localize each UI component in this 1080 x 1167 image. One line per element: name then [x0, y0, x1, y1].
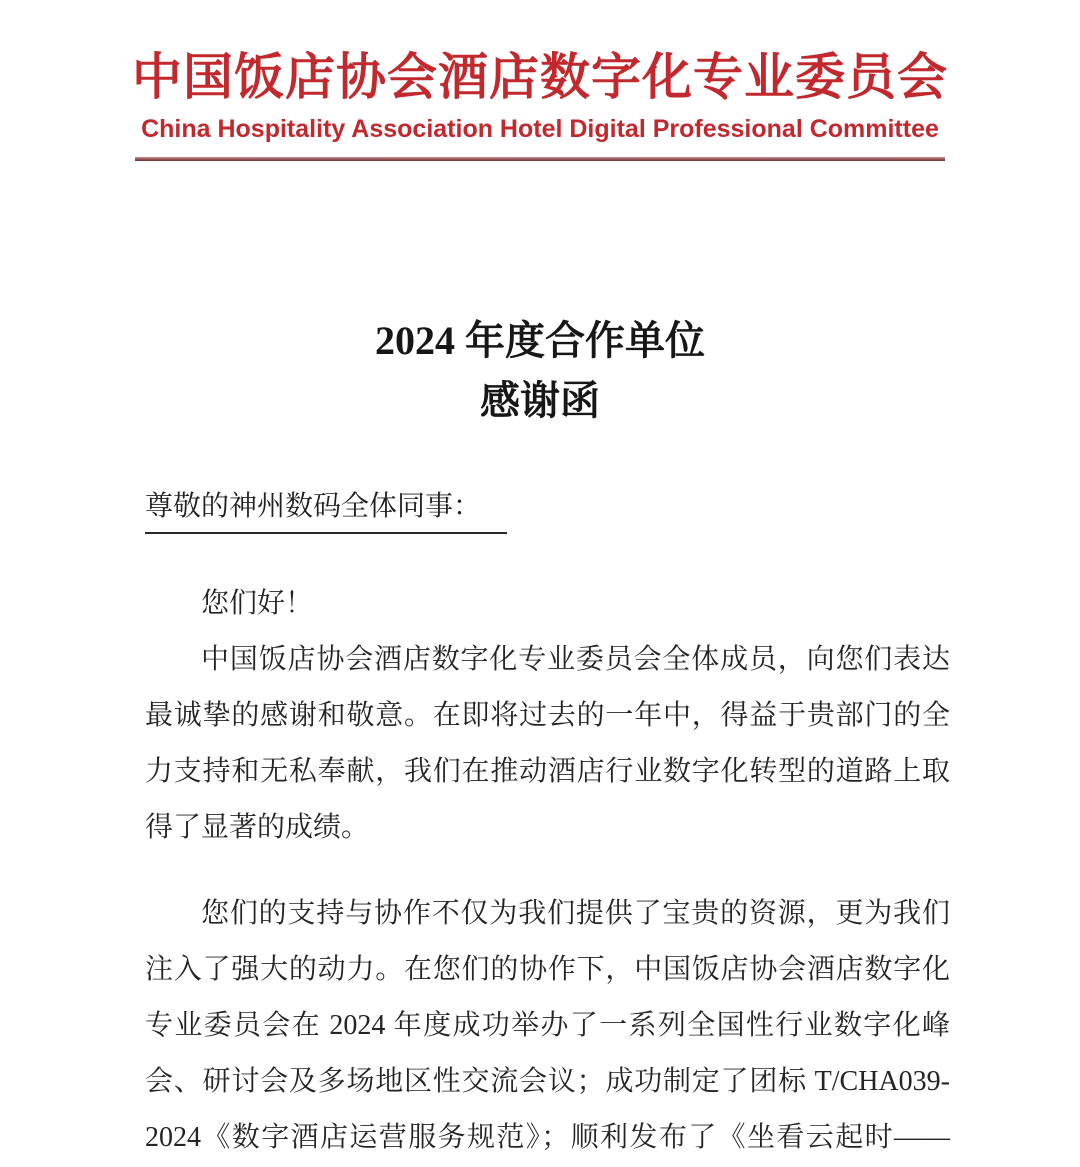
letter-line: 您们好！: [201, 588, 314, 619]
letter-content: [0, 311, 1080, 1166]
letter-line: 会、研讨会及多场地区性交流会议；成功制定了团标 T/CHA039-: [145, 1066, 950, 1097]
org-name-zh: 中国饭店协会酒店数字化专业委员会: [132, 49, 948, 105]
salutation: 尊敬的神州数码全体同事：: [145, 487, 507, 534]
document-title-line2: 感谢函: [480, 378, 600, 423]
letterhead: [0, 0, 1080, 161]
paragraph: [145, 886, 950, 1166]
letter-line: 力支持和无私奉献，我们在推动酒店行业数字化转型的道路上取: [145, 756, 950, 787]
letter-line: 中国饭店协会酒店数字化专业委员会全体成员，向您们表达: [201, 644, 950, 675]
letter-line: 得了显著的成绩。: [145, 812, 370, 843]
letterhead-divider: [135, 157, 945, 161]
letter-paragraphs: [0, 576, 1080, 1166]
document-title-line1: 2024 年度合作单位: [375, 318, 705, 363]
salutation-row: [0, 487, 1080, 534]
document-title: [0, 311, 1080, 431]
org-name-en: China Hospitality Association Hotel Digital Professional Committee: [141, 115, 939, 143]
letter-line: 您们的支持与协作不仅为我们提供了宝贵的资源，更为我们: [201, 898, 950, 929]
letter-line: 2024《数字酒店运营服务规范》；顺利发布了《坐看云起时——: [145, 1122, 950, 1153]
letter-line: 专业委员会在 2024 年度成功举办了一系列全国性行业数字化峰: [145, 1010, 950, 1041]
paragraph: [145, 576, 950, 632]
letter-line: 最诚挚的感谢和敬意。在即将过去的一年中，得益于贵部门的全: [145, 700, 950, 731]
letter-line: 注入了强大的动力。在您们的协作下，中国饭店协会酒店数字化: [145, 954, 950, 985]
paragraph: [145, 632, 950, 856]
